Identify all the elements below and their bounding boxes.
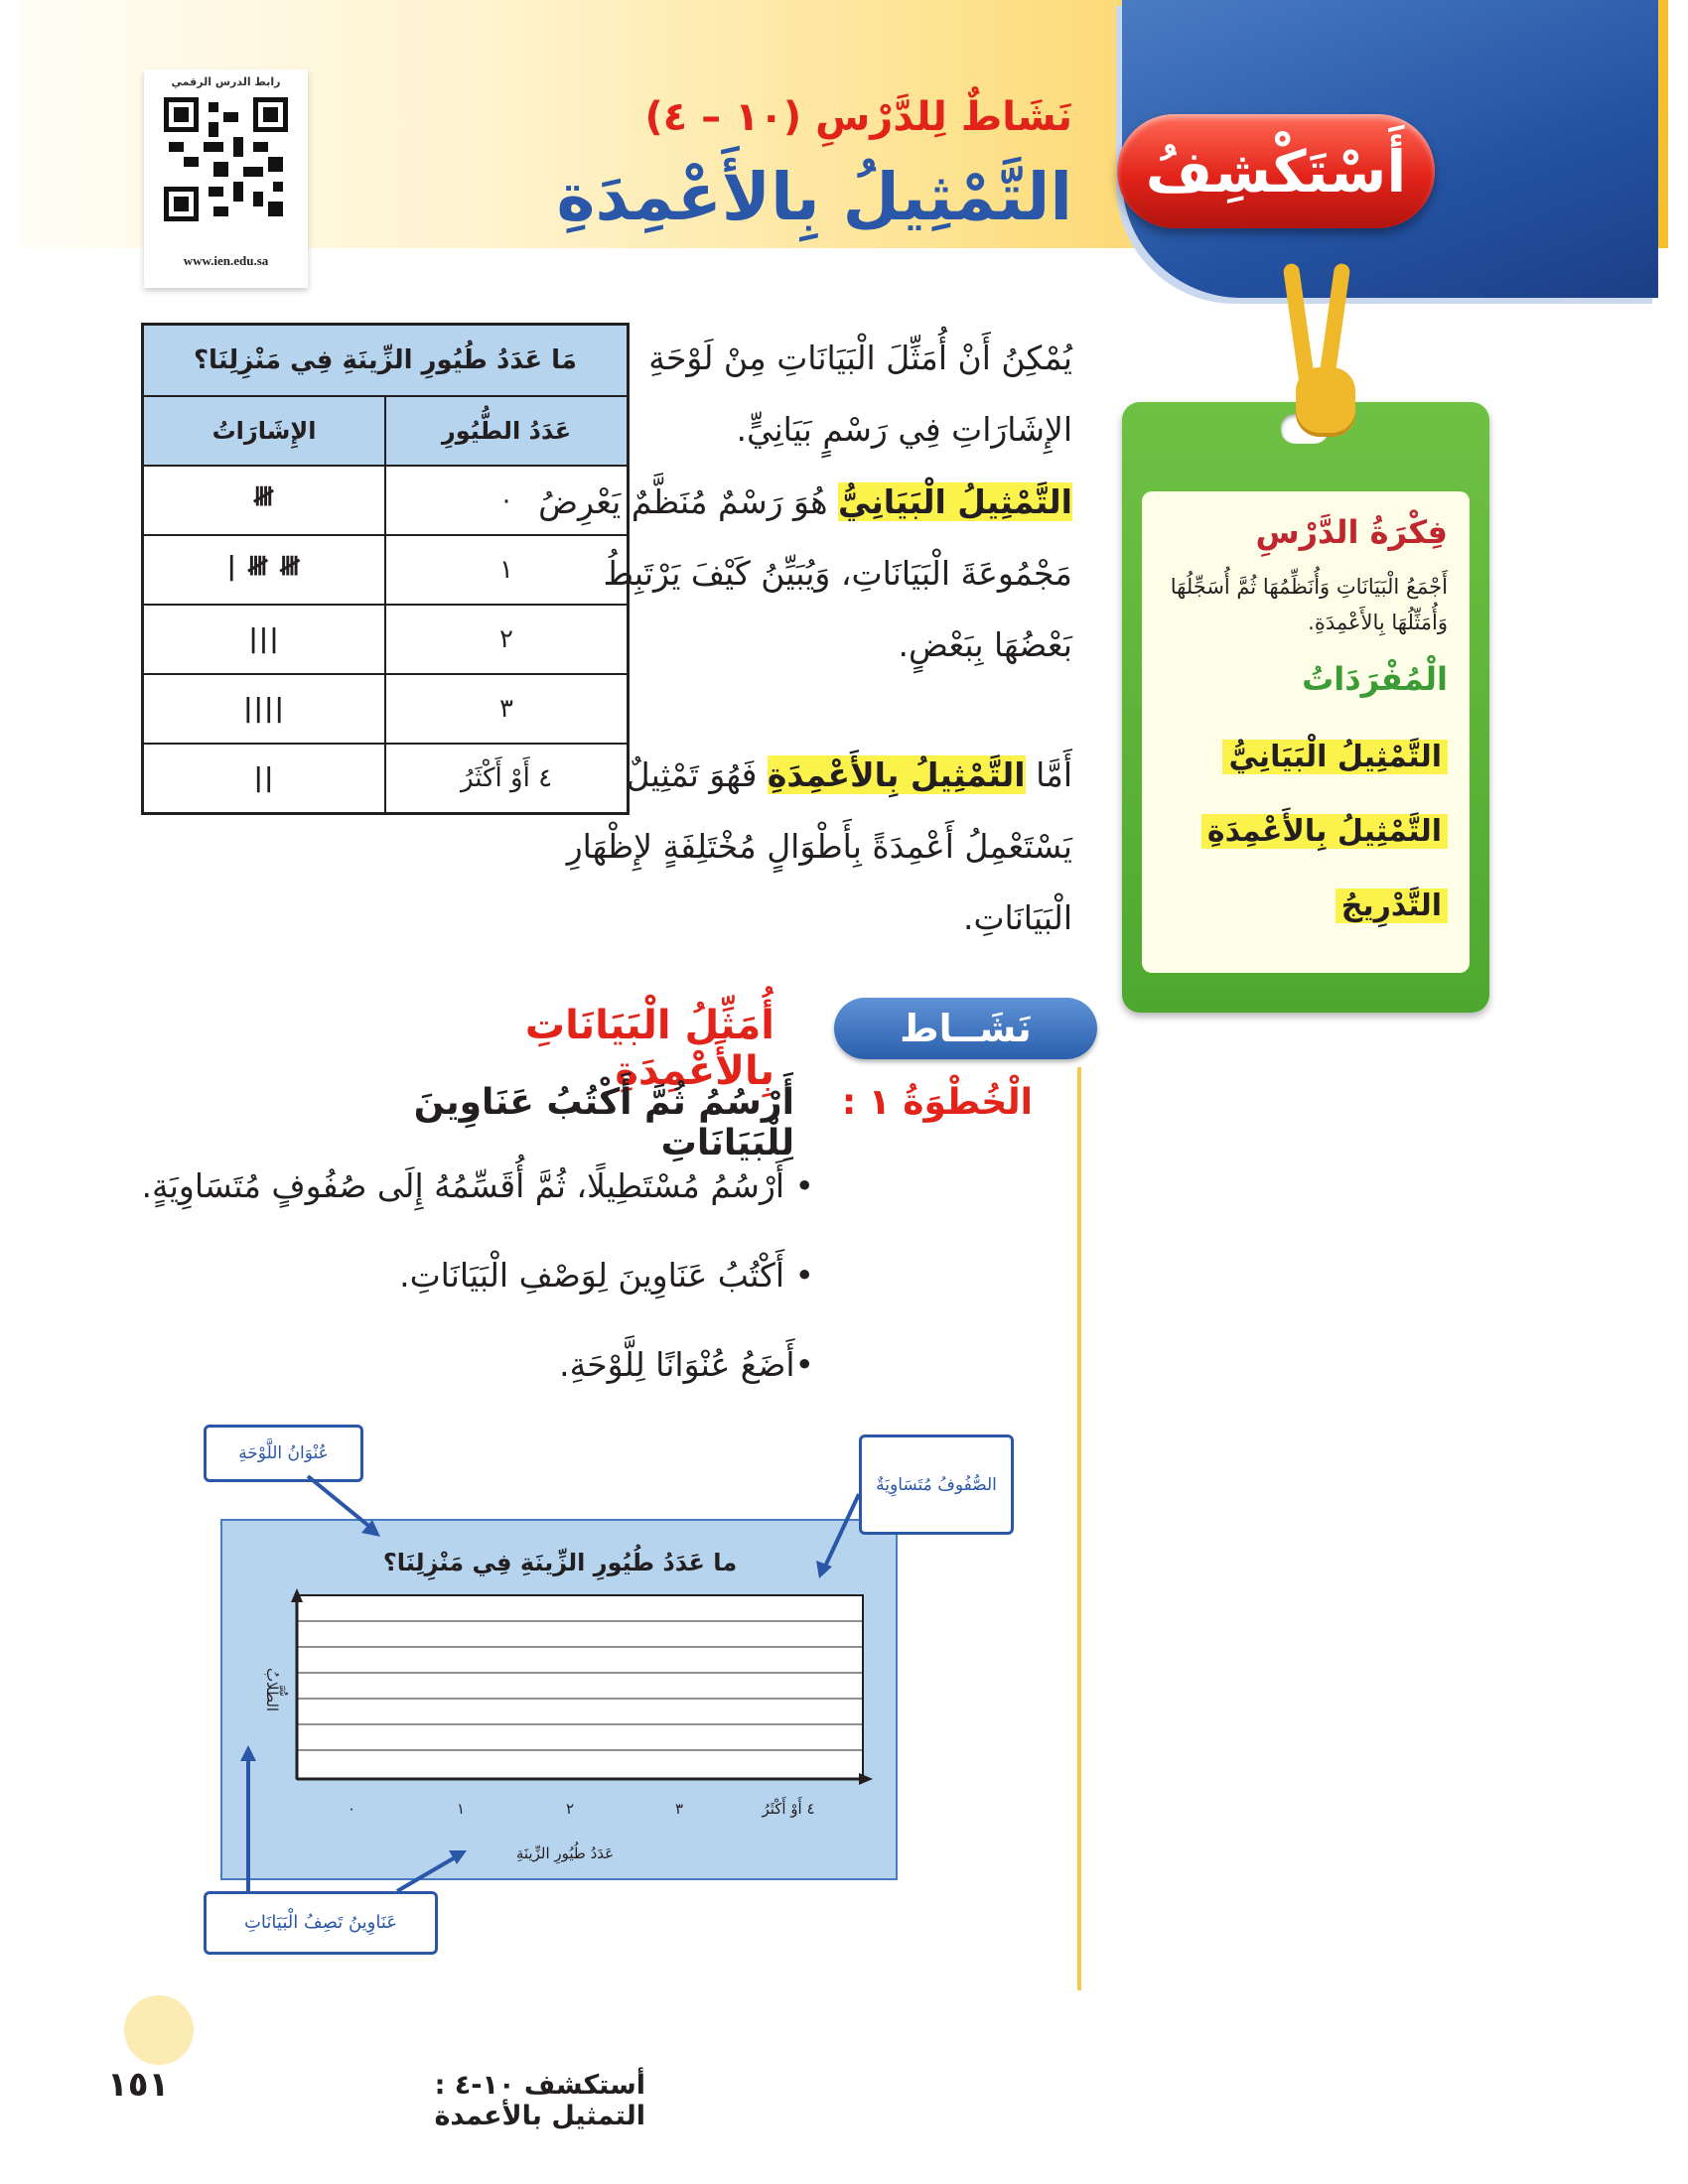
lesson-subtitle: نَشَاطٌ لِلدَّرْسِ (١٠ – ٤) xyxy=(644,94,1072,140)
x-axis-arrow xyxy=(859,1773,873,1785)
paragraph-text: هُوَ رَسْمٌ مُنَظَّمٌ يَعْرِضُ مَجْمُوعَةَ الْبَيَانَاتِ، وَيُبَيِّنُ كَيْفَ يَرْتَبِطُ بَعْضُهَا بِبَعْضٍ. xyxy=(538,482,1072,664)
callout-data-labels: عَنَاوِينُ تَصِفُ الْبَيَانَاتِ xyxy=(204,1891,438,1955)
tally-marks: |||| xyxy=(143,674,386,744)
activity-badge: نَشَــاط xyxy=(834,998,1097,1059)
tag-knot xyxy=(1296,367,1355,437)
tally-caption: مَا عَدَدُ طُيُورِ الزِّينَةِ فِي مَنْزِلِنَا؟ xyxy=(143,325,629,397)
x-axis-label: عَدَدُ طُيُورِ الزِّينَةِ xyxy=(515,1844,615,1862)
vocabulary-heading: الْمُفْرَدَاتُ xyxy=(1302,660,1448,698)
qr-code-icon xyxy=(164,97,288,221)
table-row xyxy=(143,674,629,744)
tally-table xyxy=(141,323,630,815)
lesson-idea-heading: فِكْرَةُ الدَّرْسِ xyxy=(1255,513,1448,551)
table-row xyxy=(143,535,629,605)
bullet-item: • أَرْسُمُ مُسْتَطِيلًا، ثُمَّ أُقَسِّمُهُ إِلَى صُفُوفٍ مُتَسَاوِيَةٍ. xyxy=(141,1166,814,1205)
x-tick-label: ٣ xyxy=(674,1800,684,1818)
paragraph-text: فَهُوَ تَمْثِيلٌ يَسْتَعْمِلُ أَعْمِدَةً بِأَطْوَالٍ مُخْتَلِفَةٍ لإِظْهَارِ الْبَيَانَاتِ. xyxy=(566,755,1072,937)
intro-paragraph-1: يُمْكِنُ أَنْ أُمَثِّلَ الْبَيَانَاتِ مِنْ لَوْحَةِ الإِشَارَاتِ فِي رَسْمٍ بَيَانِيٍّ. xyxy=(648,339,1072,449)
table-row xyxy=(143,605,629,674)
lesson-idea-panel xyxy=(1142,491,1470,973)
tally-count: ٣ xyxy=(385,674,629,744)
tally-count: ١ xyxy=(385,535,629,605)
explore-pill-badge: أَسْتَكْشِفُ xyxy=(1117,114,1435,228)
lesson-idea-card xyxy=(1122,402,1489,1013)
step-text: أَرْسُمُ ثُمَّ أَكْتُبُ عَنَاوِينَ لِلْبَيَانَاتِ xyxy=(413,1082,794,1163)
table-row xyxy=(143,744,629,814)
activity-title: أُمَثِّلُ الْبَيَانَاتِ بِالأَعْمِدَةِ xyxy=(524,1003,774,1094)
tally-marks: 𝍸 xyxy=(143,466,386,535)
tally-marks: || xyxy=(143,744,386,814)
tally-count: ٠ xyxy=(385,466,629,535)
bullet-item: •أَضَعُ عُنْوَانًا لِلَّوْحَةِ. xyxy=(559,1345,814,1384)
x-tick-label: ٢ xyxy=(565,1800,575,1818)
tally-header-marks: الإِشَارَاتُ xyxy=(143,396,386,466)
term-highlight: التَّمْثِيلُ بِالأَعْمِدَةِ xyxy=(767,755,1026,794)
page-number: ١٥١ xyxy=(107,2065,170,2105)
vocab-term: التَّدْرِيجُ xyxy=(1336,888,1448,923)
tally-count: ٢ xyxy=(385,605,629,674)
callout-graph-title: عُنْوَانُ اللَّوْحَةِ xyxy=(204,1425,363,1482)
table-row xyxy=(143,466,629,535)
tally-header-count: عَدَدُ الطُّيُورِ xyxy=(385,396,629,466)
y-axis-label: الطُّلَّابُ xyxy=(263,1667,281,1712)
qr-label: رابط الدرس الرقمي xyxy=(171,75,281,88)
x-tick-label: ٠ xyxy=(347,1800,356,1818)
step-label: الْخُطْوَةُ ١ : xyxy=(841,1082,1033,1123)
paragraph-text: أَمَّا xyxy=(1025,755,1072,794)
vocab-term: التَّمْثِيلُ الْبَيَانِيُّ xyxy=(1222,740,1448,774)
qr-code-card[interactable] xyxy=(144,69,308,288)
graph-title: ما عَدَدُ طُيُورِ الزِّينَةِ فِي مَنْزِلِنَا؟ xyxy=(382,1549,738,1576)
x-tick-label: ١ xyxy=(456,1800,466,1818)
callout-equal-rows: الصُّفُوفُ مُتَسَاوِيَةٌ xyxy=(859,1434,1014,1535)
tally-marks: ||| xyxy=(143,605,386,674)
decorative-logo-icon xyxy=(124,1995,194,2065)
tally-marks: 𝍸 𝍸 | xyxy=(143,535,386,605)
lesson-idea-text: أَجْمَعُ الْبَيَانَاتِ وَأُنَظِّمُهَا ثُمَّ أُسَجِّلُهَا وَأُمَثِّلُهَا بِالأَعْمِدَةِ. xyxy=(1170,575,1448,634)
term-highlight: التَّمْثِيلُ الْبَيَانِيُّ xyxy=(838,482,1072,521)
vocab-term: التَّمْثِيلُ بِالأَعْمِدَةِ xyxy=(1201,814,1448,849)
lesson-title: التَّمْثِيلُ بِالأَعْمِدَةِ xyxy=(556,159,1072,235)
graph-grid xyxy=(297,1595,863,1779)
bar-graph-template xyxy=(220,1519,898,1880)
tally-count: ٤ أَوْ أَكْثَرُ xyxy=(385,744,629,814)
x-tick-label: ٤ أَوْ أَكْثَرُ xyxy=(762,1800,815,1818)
qr-url: www.ien.edu.sa xyxy=(183,253,269,268)
activity-divider xyxy=(1077,1067,1081,1990)
page-footer: أستكشف ١٠-٤ : التمثيل بالأعمدة xyxy=(434,2070,645,2131)
x-tick-labels xyxy=(348,1796,815,1818)
bullet-item: • أَكْتُبُ عَنَاوِينَ لِوَصْفِ الْبَيَانَاتِ. xyxy=(399,1256,814,1295)
bar-graph-svg xyxy=(222,1521,896,1878)
